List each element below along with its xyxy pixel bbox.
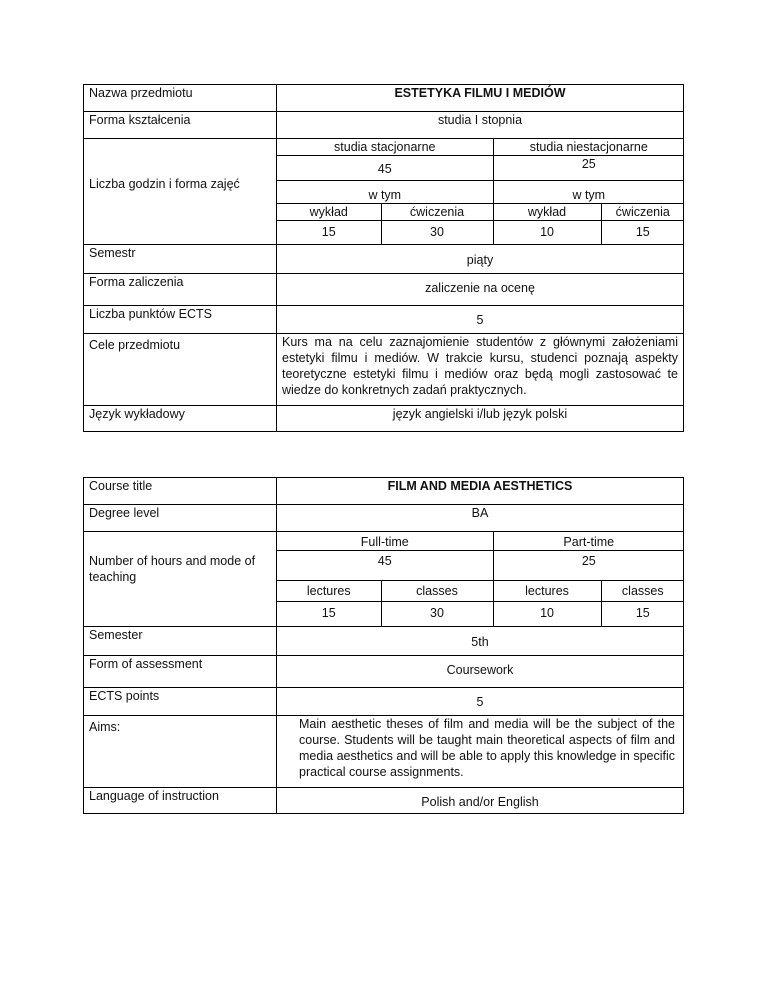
value-course-name: ESTETYKA FILMU I MEDIÓW — [277, 85, 684, 112]
value-degree-level: BA — [277, 505, 684, 532]
label-semester-en: Semester — [84, 627, 277, 656]
label-degree-level: Degree level — [84, 505, 277, 532]
parttime-col-lectures-en: lectures — [493, 581, 601, 602]
row-hours-en — [84, 532, 684, 627]
value-assessment: zaliczenie na ocenę — [277, 273, 684, 305]
row-language — [84, 405, 684, 431]
fulltime-wtym: w tym — [277, 181, 493, 204]
parttime-col-classes-en: classes — [601, 581, 684, 602]
row-aims — [84, 333, 684, 405]
label-aims-en: Aims: — [84, 716, 277, 788]
row-hours — [84, 139, 684, 245]
row-assessment-en — [84, 656, 684, 688]
hours-subtable — [277, 139, 684, 244]
value-ects: 5 — [277, 305, 684, 333]
label-language-en: Language of instruction — [84, 788, 277, 814]
parttime-col-lecture: wykład — [493, 204, 601, 221]
fulltime-total: 45 — [277, 156, 493, 181]
parttime-title: studia niestacjonarne — [493, 139, 684, 156]
label-language: Język wykładowy — [84, 405, 277, 431]
course-table-polish — [83, 84, 684, 432]
row-form-of-study — [84, 112, 684, 139]
fulltime-val-lecture: 15 — [277, 221, 381, 244]
value-assessment-en: Coursework — [277, 656, 684, 688]
parttime-val-lecture: 10 — [493, 221, 601, 244]
fulltime-val-classes-en: 30 — [381, 602, 493, 626]
row-course-name — [84, 85, 684, 112]
row-aims-en — [84, 716, 684, 788]
parttime-val-lectures-en: 10 — [493, 602, 601, 626]
row-ects — [84, 305, 684, 333]
parttime-val-classes-en: 15 — [601, 602, 684, 626]
parttime-total: 25 — [493, 156, 684, 181]
row-language-en — [84, 788, 684, 814]
label-semester: Semestr — [84, 244, 277, 273]
hours-breakdown — [277, 139, 684, 245]
row-degree-level — [84, 505, 684, 532]
value-semester-en: 5th — [277, 627, 684, 656]
value-aims: Kurs ma na celu zaznajomienie studentów z głównymi założeniami estetyki filmu i mediów. W trakcie kursu, studenci poznają aspekty teoretyczne estetyki filmu i mediów oraz będą mogli zastosować te wiedze do konkretnych zadań praktycznych. — [277, 333, 684, 405]
hours-breakdown-en — [277, 532, 684, 627]
value-form-of-study: studia I stopnia — [277, 112, 684, 139]
label-form-of-study: Forma kształcenia — [84, 112, 277, 139]
label-ects-en: ECTS points — [84, 688, 277, 716]
parttime-total-en: 25 — [493, 551, 684, 581]
fulltime-col-classes: ćwiczenia — [381, 204, 493, 221]
label-assessment-en: Form of assessment — [84, 656, 277, 688]
parttime-val-classes: 15 — [601, 221, 684, 244]
label-hours-en: Number of hours and mode of teaching — [84, 532, 277, 627]
label-aims: Cele przedmiotu — [84, 333, 277, 405]
value-language: język angielski i/lub język polski — [277, 405, 684, 431]
fulltime-col-classes-en: classes — [381, 581, 493, 602]
fulltime-val-lectures-en: 15 — [277, 602, 381, 626]
fulltime-val-classes: 30 — [381, 221, 493, 244]
parttime-wtym: w tym — [493, 181, 684, 204]
row-ects-en — [84, 688, 684, 716]
course-table-english — [83, 477, 684, 814]
parttime-title-en: Part-time — [493, 532, 684, 551]
label-ects: Liczba punktów ECTS — [84, 305, 277, 333]
parttime-col-classes: ćwiczenia — [601, 204, 684, 221]
value-aims-en: Main aesthetic theses of film and media will be the subject of the course. Students will be taught main theoretical aspects of film and media aesthetics and will be able to apply this knowledge in specific practical course assignments. — [277, 716, 684, 788]
value-ects-en: 5 — [277, 688, 684, 716]
row-course-title — [84, 478, 684, 505]
fulltime-col-lectures-en: lectures — [277, 581, 381, 602]
label-assessment: Forma zaliczenia — [84, 273, 277, 305]
label-course-name: Nazwa przedmiotu — [84, 85, 277, 112]
row-semester-en — [84, 627, 684, 656]
value-course-title: FILM AND MEDIA AESTHETICS — [277, 478, 684, 505]
hours-subtable-en — [277, 532, 684, 626]
fulltime-title-en: Full-time — [277, 532, 493, 551]
value-language-en: Polish and/or English — [277, 788, 684, 814]
label-course-title: Course title — [84, 478, 277, 505]
fulltime-total-en: 45 — [277, 551, 493, 581]
row-assessment — [84, 273, 684, 305]
fulltime-col-lecture: wykład — [277, 204, 381, 221]
value-semester: piąty — [277, 244, 684, 273]
fulltime-title: studia stacjonarne — [277, 139, 493, 156]
label-hours: Liczba godzin i forma zajęć — [84, 139, 277, 245]
row-semester — [84, 244, 684, 273]
